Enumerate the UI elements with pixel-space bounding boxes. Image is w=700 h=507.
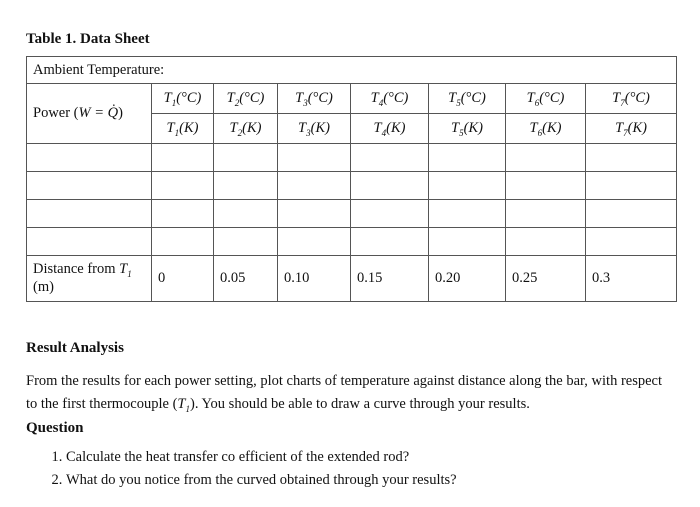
- header-t2-celsius: $T_2(^\circ C)$: [214, 84, 278, 114]
- table-cell[interactable]: [351, 228, 429, 256]
- table-row: [27, 228, 677, 256]
- header-t4-celsius: $T_4(^\circ C)$: [351, 84, 429, 114]
- table-cell[interactable]: [27, 172, 152, 200]
- data-sheet-table: [26, 56, 677, 302]
- distance-value: 0.3: [586, 256, 677, 302]
- table-cell[interactable]: [27, 200, 152, 228]
- table-cell[interactable]: [278, 200, 351, 228]
- table-cell[interactable]: [27, 228, 152, 256]
- table-cell[interactable]: [152, 200, 214, 228]
- table-cell[interactable]: [586, 200, 677, 228]
- table-cell[interactable]: [27, 144, 152, 172]
- table-row: [27, 144, 677, 172]
- ambient-temperature-label: Ambient Temperature:: [27, 57, 677, 84]
- distance-value: 0.10: [278, 256, 351, 302]
- result-analysis-heading: Result Analysis: [26, 340, 124, 356]
- table-cell[interactable]: [506, 228, 586, 256]
- table-cell[interactable]: [214, 144, 278, 172]
- distance-label: Distance from $T_1$ (m): [27, 256, 152, 302]
- table-cell[interactable]: [152, 172, 214, 200]
- question-item: 2. What do you notice from the curved obtained through your results?: [66, 469, 457, 492]
- table-row: [27, 172, 677, 200]
- power-label: Power (W = Q̇): [27, 84, 152, 144]
- table-cell[interactable]: [586, 172, 677, 200]
- table-cell[interactable]: [351, 200, 429, 228]
- header-t1-kelvin: $T_1(K)$: [152, 114, 214, 144]
- table-cell[interactable]: [429, 200, 506, 228]
- table-cell[interactable]: [278, 172, 351, 200]
- header-t4-kelvin: $T_4(K)$: [351, 114, 429, 144]
- table-cell[interactable]: [278, 144, 351, 172]
- table-cell[interactable]: [214, 172, 278, 200]
- header-t7-celsius: $T_7(^\circ C)$: [586, 84, 677, 114]
- header-t5-kelvin: $T_5(K)$: [429, 114, 506, 144]
- header-t1-celsius: $T_1(^\circ C)$: [152, 84, 214, 114]
- table-cell[interactable]: [429, 144, 506, 172]
- table-cell[interactable]: [506, 144, 586, 172]
- ambient-row: [27, 57, 677, 84]
- header-t3-kelvin: $T_3(K)$: [278, 114, 351, 144]
- question-item: 1. Calculate the heat transfer co efficient of the extended rod?: [66, 446, 457, 469]
- header-t3-celsius: $T_3(^\circ C)$: [278, 84, 351, 114]
- table-caption: Table 1. Data Sheet: [26, 31, 150, 47]
- table-cell[interactable]: [351, 172, 429, 200]
- header-t5-celsius: $T_5(^\circ C)$: [429, 84, 506, 114]
- distance-value: 0.20: [429, 256, 506, 302]
- distance-row: [27, 256, 677, 302]
- table-cell[interactable]: [586, 144, 677, 172]
- distance-value: 0.05: [214, 256, 278, 302]
- table-cell[interactable]: [214, 200, 278, 228]
- table-cell[interactable]: [278, 228, 351, 256]
- table-cell[interactable]: [351, 144, 429, 172]
- result-analysis-text: From the results for each power setting, plot charts of temperature against distance along the bar, with respect to the first thermocouple $(T_1)$. You should be able to draw a curve through your results.: [26, 373, 663, 414]
- table-cell[interactable]: [214, 228, 278, 256]
- distance-value: 0: [152, 256, 214, 302]
- distance-value: 0.15: [351, 256, 429, 302]
- header-t6-celsius: $T_6(^\circ C)$: [506, 84, 586, 114]
- table-cell[interactable]: [429, 228, 506, 256]
- table-cell[interactable]: [506, 200, 586, 228]
- question-heading: Question: [26, 420, 84, 436]
- table-cell[interactable]: [152, 144, 214, 172]
- celsius-header-row: [27, 84, 677, 114]
- header-t6-kelvin: $T_6(K)$: [506, 114, 586, 144]
- table-cell[interactable]: [429, 172, 506, 200]
- table-row: [27, 200, 677, 228]
- table-cell[interactable]: [506, 172, 586, 200]
- distance-value: 0.25: [506, 256, 586, 302]
- table-cell[interactable]: [586, 228, 677, 256]
- question-list: [26, 446, 457, 492]
- table-cell[interactable]: [152, 228, 214, 256]
- header-t2-kelvin: $T_2(K)$: [214, 114, 278, 144]
- header-t7-kelvin: $T_7(K)$: [586, 114, 677, 144]
